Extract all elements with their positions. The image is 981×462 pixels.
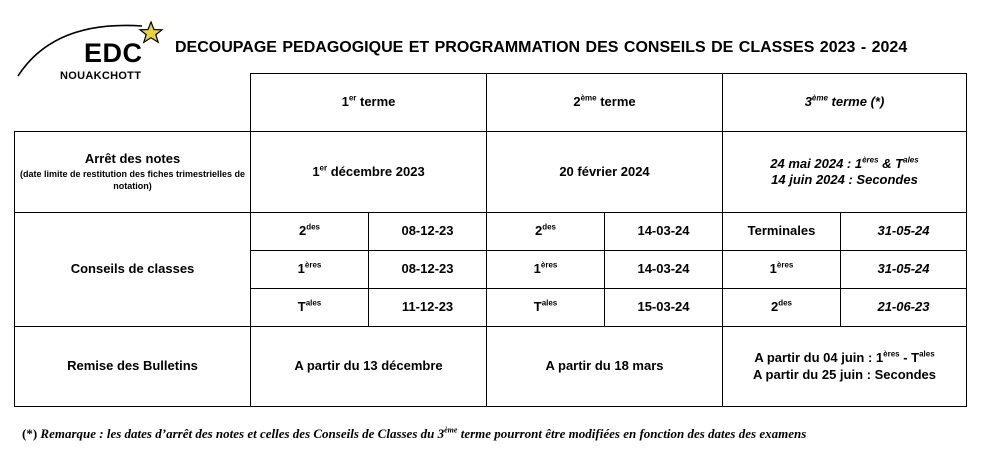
logo-city: NOUAKCHOTT [60,70,142,82]
corner-cell [15,74,251,132]
arret-term3-line2: 14 juin 2024 : Secondes [771,172,918,187]
date-cell: 15-03-24 [605,289,723,327]
remise-term3-line2: A partir du 25 juin : Secondes [753,366,936,382]
arret-term3 [723,132,967,213]
term2-header: 2ème terme [487,74,723,132]
star-icon [140,22,162,42]
class-cell: $2^{des}$ [723,289,841,327]
date-cell: 08-12-23 [369,213,487,251]
term1-header: 1er terme [251,74,487,132]
term3-header: 3ème terme (*) [723,74,967,132]
date-cell: 31-05-24 [841,251,967,289]
remise-label: Remise des Bulletins [15,327,251,407]
date-cell: 14-03-24 [605,251,723,289]
class-cell: 1ères [251,251,369,289]
arret-term2: 20 février 2024 [487,132,723,213]
remise-term1: A partir du 13 décembre [251,327,487,407]
date-cell: 31-05-24 [841,213,967,251]
conseils-label: Conseils de classes [15,213,251,327]
arret-term1: 1er décembre 2023 [251,132,487,213]
class-cell: 1ères [487,251,605,289]
date-cell: 11-12-23 [369,289,487,327]
page-title: DECOUPAGE PEDAGOGIQUE ET PROGRAMMATION DES CONSEILS DE CLASSES 2023 - 2024 [175,39,908,56]
class-cell: 1ères [723,251,841,289]
arret-label: Arrêt des notes [84,151,181,167]
date-cell: 08-12-23 [369,251,487,289]
arret-label-cell [15,132,251,213]
class-cell: $T^{ales}$ [487,289,605,327]
class-cell: $2^{des}$ [487,213,605,251]
remise-term3 [723,327,967,407]
class-cell: $2^{des}$ [251,213,369,251]
arret-sublabel: (date limite de restitution des fiches trimestrielles de notation) [19,169,246,192]
remise-term2: A partir du 18 mars [487,327,723,407]
class-cell: Terminales [723,213,841,251]
remise-row [15,327,967,407]
header-row [15,74,967,132]
class-cell: $T^{ales}$ [251,289,369,327]
date-cell: 14-03-24 [605,213,723,251]
date-cell: 21-06-23 [841,289,967,327]
arret-row [15,132,967,213]
arret-term3-line1: 24 mai 2024 : 1ères & $T^{ales}$ [770,155,919,171]
schedule-table [14,70,967,407]
conseils-row [15,213,967,251]
logo-name: EDC [84,38,143,68]
remise-term3-line1: A partir du 04 juin : $1ères - T^{ales}$ [754,349,935,366]
footnote: (*) Remarque : les dates d’arrêt des notes et celles des Conseils de Classes du 3ème terme pourront être modifiées en fonction des dates des examens [22,425,807,441]
